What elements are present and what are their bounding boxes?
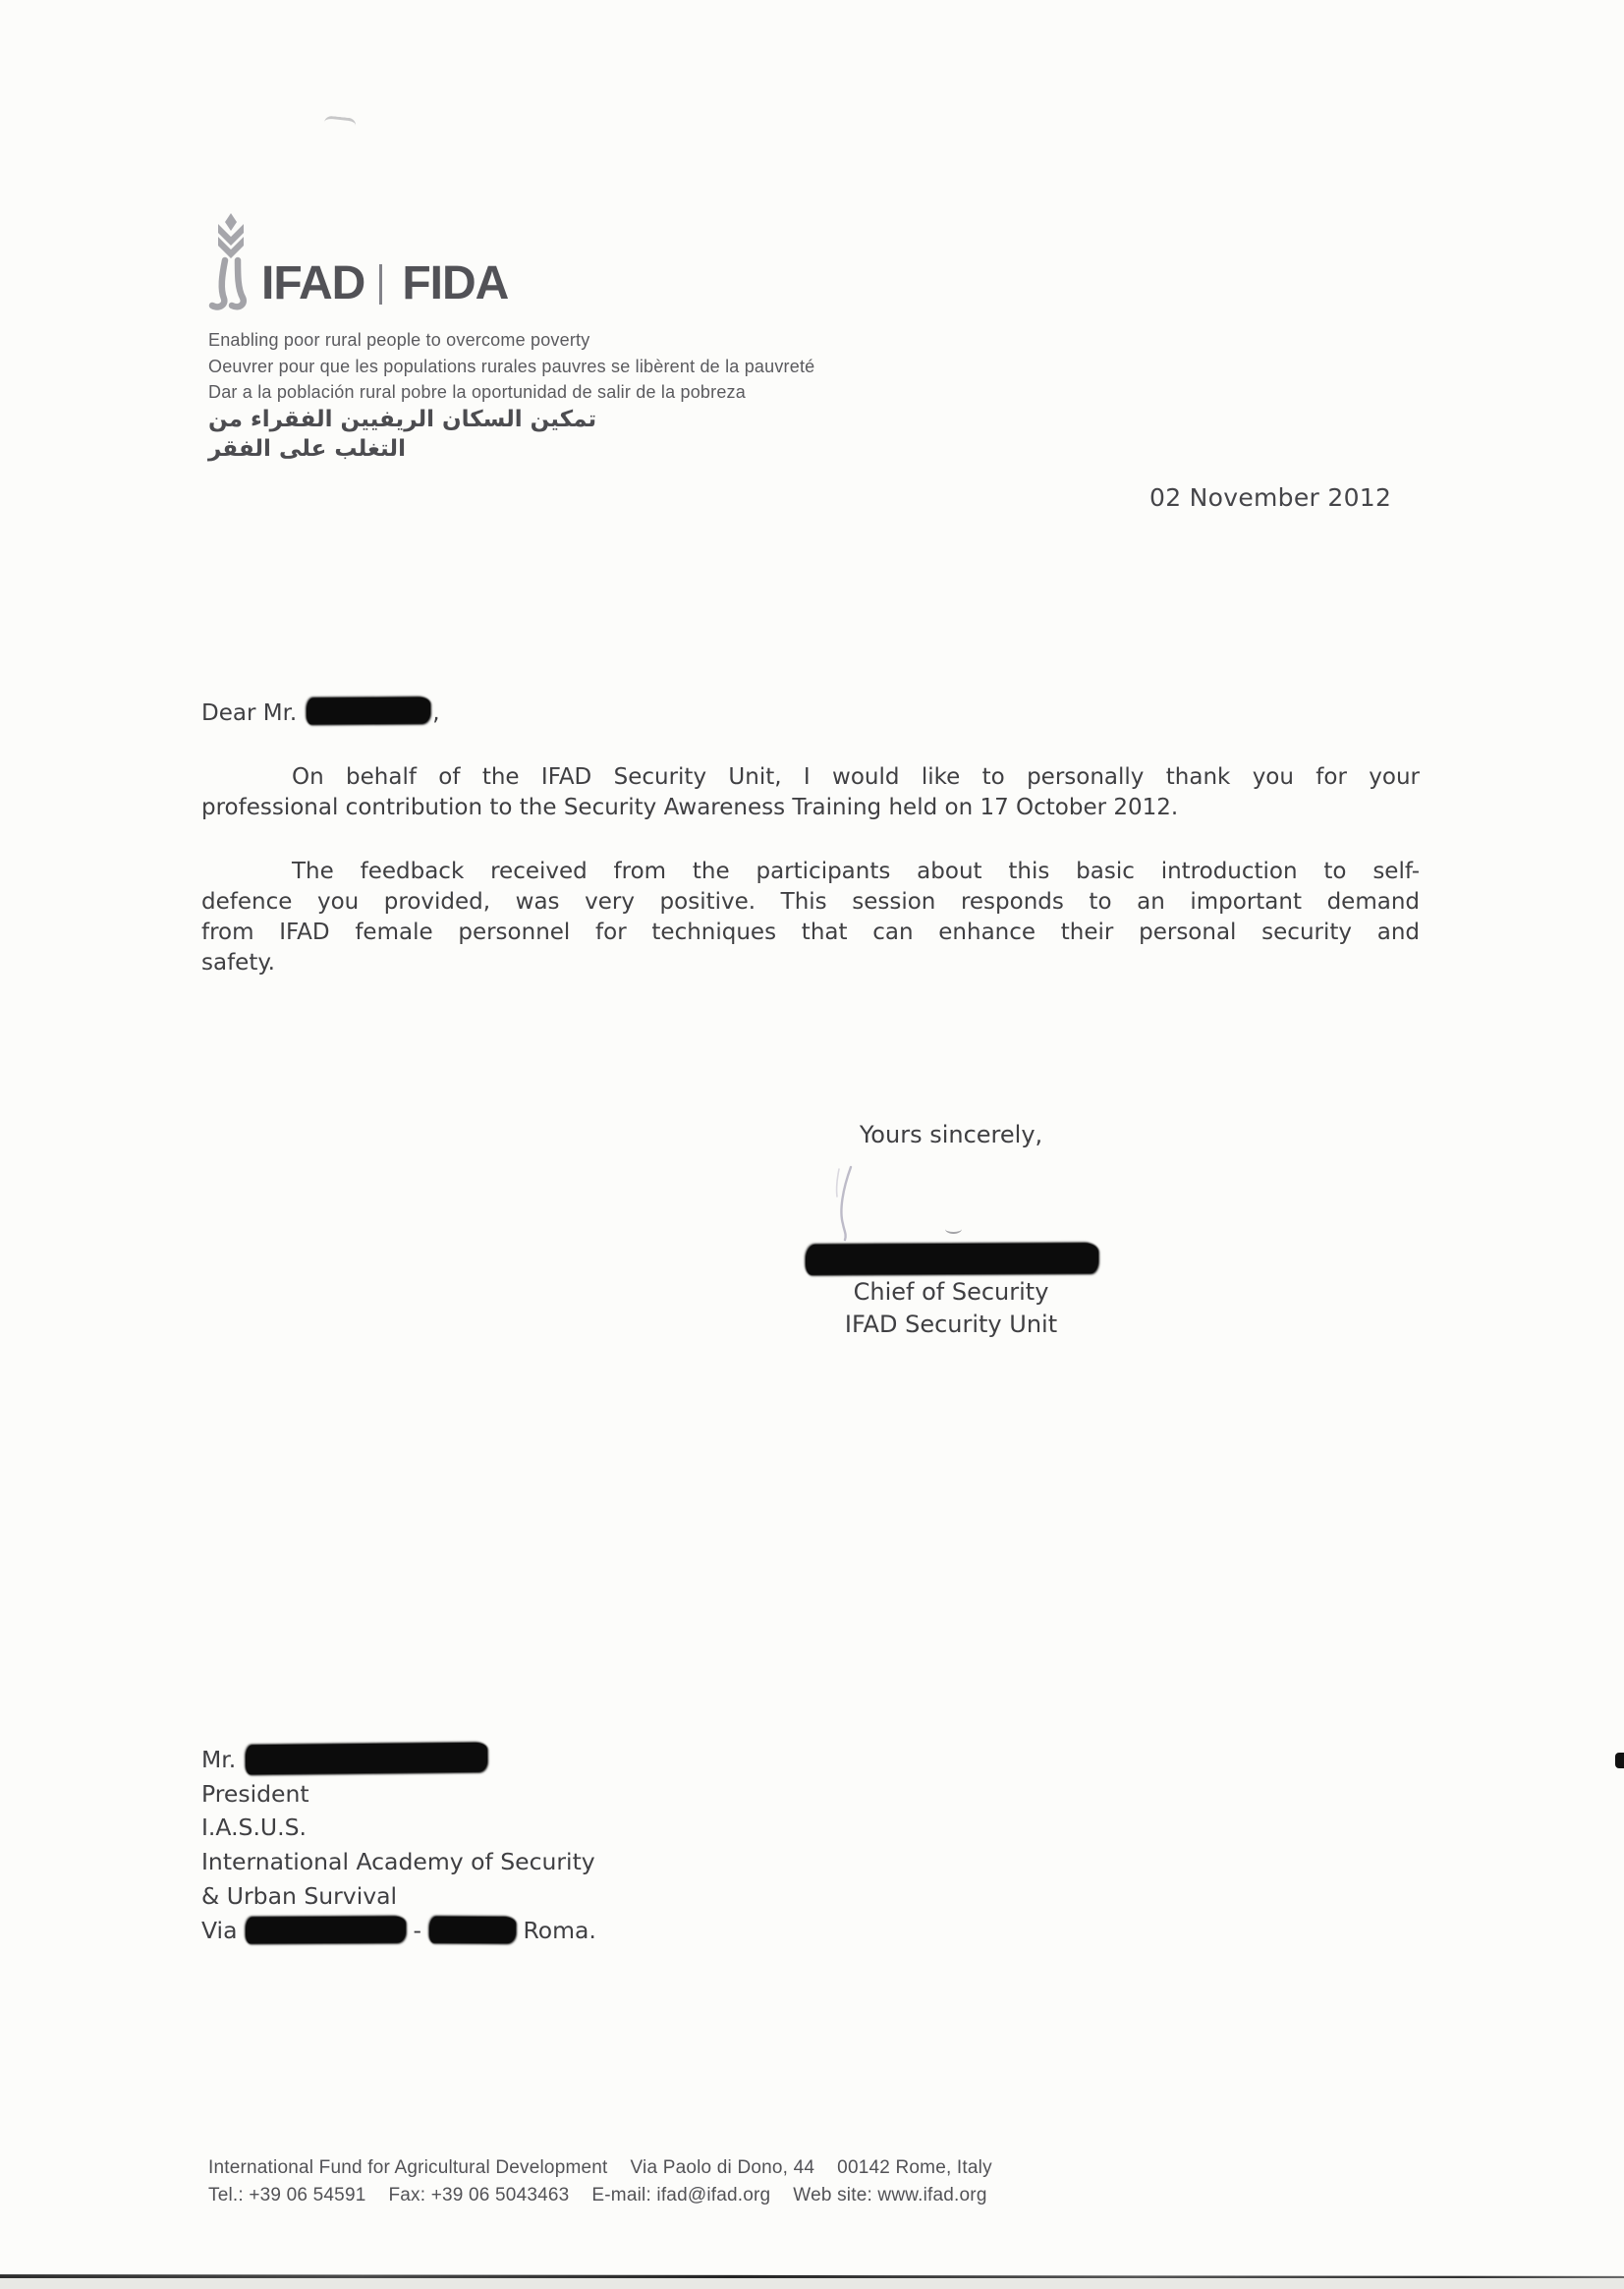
footer-contact-block xyxy=(208,2154,992,2208)
recipient-org-line1: International Academy of Security xyxy=(201,1848,595,1876)
footer-city-country: 00142 Rome, Italy xyxy=(837,2157,992,2178)
redaction-signer-name xyxy=(806,1243,1098,1275)
signer-unit: IFAD Security Unit xyxy=(844,1311,1058,1338)
paragraph-line: from IFAD female personnel for techniques that can enhance their personal security and xyxy=(201,920,1420,945)
salutation-comma: , xyxy=(432,700,440,726)
redaction-recipient-fullname xyxy=(246,1743,487,1775)
logo-ifad-label: IFAD xyxy=(261,256,365,309)
footer-org-name: International Fund for Agricultural Development xyxy=(208,2157,608,2178)
paragraph-line: professional contribution to the Security Awareness Training held on 17 October 2012. xyxy=(201,795,1179,820)
scan-page-edge-strip xyxy=(0,2278,1624,2289)
tagline-french: Oeuvrer pour que les populations rurales pauvres se libèrent de la pauvreté xyxy=(208,356,815,376)
tagline-spanish: Dar a la población rural pobre la oportunidad de salir de la pobreza xyxy=(208,382,746,402)
scan-smudge-mark xyxy=(323,115,356,132)
footer-email: E-mail: ifad@ifad.org xyxy=(591,2184,771,2205)
footer-line-2 xyxy=(208,2182,992,2209)
recipient-address-block xyxy=(201,1743,596,1947)
tagline-arabic: تمكين السكان الريفيين الفقراء من التغلب على الفقر xyxy=(208,406,597,462)
footer-street-address: Via Paolo di Dono, 44 xyxy=(630,2157,815,2178)
footer-fax: Fax: +39 06 5043463 xyxy=(388,2184,570,2205)
tagline-english: Enabling poor rural people to overcome poverty xyxy=(208,330,590,350)
signature-pen-stroke xyxy=(830,1163,862,1244)
logo-separator xyxy=(379,264,382,305)
logo-wordmark xyxy=(261,258,508,307)
paragraph-line: safety. xyxy=(201,950,275,976)
redaction-street-name xyxy=(245,1916,405,1943)
paragraph-line: defence you provided, was very positive. This session responds to an important demand xyxy=(201,889,1420,915)
signature-tail-mark xyxy=(945,1224,962,1234)
recipient-org-line2: & Urban Survival xyxy=(201,1881,398,1910)
recipient-org-short: I.A.S.U.S. xyxy=(201,1814,307,1842)
wheat-icon xyxy=(204,212,257,314)
paragraph-line: The feedback received from the participants about this basic introduction to self- xyxy=(292,859,1420,884)
footer-telephone: Tel.: +39 06 54591 xyxy=(208,2184,366,2205)
scan-edge-mark xyxy=(1615,1753,1624,1768)
recipient-title: President xyxy=(201,1779,309,1808)
body-paragraph-2 xyxy=(201,857,1420,978)
valediction: Yours sincerely, xyxy=(859,1121,1043,1148)
street-separator: - xyxy=(413,1916,421,1944)
body-paragraph-1 xyxy=(201,762,1420,823)
paragraph-line: On behalf of the IFAD Security Unit, I would like to personally thank you for your xyxy=(292,764,1420,790)
recipient-honorific: Mr. xyxy=(201,1746,237,1773)
signer-title: Chief of Security xyxy=(853,1278,1049,1306)
street-prefix: Via xyxy=(201,1916,238,1944)
logo-fida-label: FIDA xyxy=(402,256,509,309)
recipient-name-line xyxy=(201,1743,596,1777)
footer-website: Web site: www.ifad.org xyxy=(793,2184,987,2205)
salutation-line xyxy=(201,698,440,726)
redaction-recipient-name xyxy=(307,698,430,725)
footer-line-1 xyxy=(208,2154,992,2182)
letter-date: 02 November 2012 xyxy=(1149,483,1392,512)
recipient-street-line xyxy=(201,1914,596,1948)
letterhead-taglines xyxy=(208,327,814,464)
recipient-city: Roma. xyxy=(523,1916,596,1944)
redaction-postal-code xyxy=(429,1916,516,1942)
salutation-text: Dear Mr. xyxy=(201,700,298,726)
